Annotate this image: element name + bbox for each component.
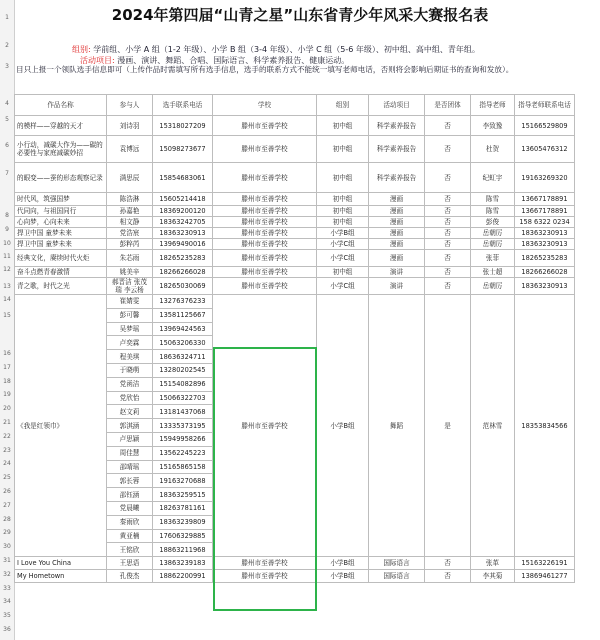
cell-phone[interactable]: 13969424563 [153,322,213,336]
cell-team[interactable]: 否 [425,217,471,228]
cell-group[interactable]: 小学B组 [317,570,369,583]
header-school[interactable]: 学校 [213,95,317,116]
row-number[interactable]: 8 [5,212,9,219]
cell-participant[interactable]: 党晨曦 [107,501,153,515]
cell-activity[interactable]: 演讲 [369,278,425,295]
cell-teacher-phone[interactable]: 18265235283 [515,250,575,267]
cell-school[interactable]: 滕州市至善学校 [213,228,317,239]
row-number[interactable]: 23 [3,446,11,454]
row-number[interactable]: 6 [5,142,9,149]
cell-teacher-phone[interactable]: 18266266028 [515,267,575,278]
header-participant[interactable]: 参与人 [107,95,153,116]
cell-teacher[interactable]: 李致豫 [471,116,515,136]
cell-phone[interactable]: 18363239809 [153,515,213,529]
cell-teacher-phone[interactable]: 13869461277 [515,570,575,583]
row-number[interactable]: 15 [3,312,11,319]
cell-school[interactable]: 滕州市至善学校 [213,278,317,295]
cell-work[interactable]: 青之歌，时代之光 [15,278,107,295]
cell-work[interactable]: My Hometown [15,570,107,583]
cell-participant[interactable]: 程美琪 [107,350,153,364]
page-title: 2024年第四届“山青之星”山东省青少年风采大赛报名表 [111,6,489,24]
row-number[interactable]: 25 [3,474,11,482]
cell-school[interactable]: 滕州市至善学校 [213,193,317,206]
cell-school[interactable]: 滕州市至善学校 [213,136,317,163]
row-number[interactable]: 5 [5,116,9,123]
cell-participant[interactable]: 郭长蓉 [107,474,153,488]
cell-phone[interactable]: 18265235283 [153,250,213,267]
cell-participant[interactable]: 朱芯雨 [107,250,153,267]
cell-phone[interactable]: 13969490016 [153,239,213,250]
cell-phone[interactable]: 18863211968 [153,543,213,557]
cell-phone[interactable]: 15066322703 [153,391,213,405]
cell-participant[interactable]: 郝晋洁 张茂瑞 李云杨 [107,278,153,295]
cell-participant[interactable]: 赵文莉 [107,405,153,419]
cell-work[interactable]: I Love You China [15,557,107,570]
cell-school[interactable]: 滕州市至善学校 [213,250,317,267]
cell-participant[interactable]: 王铭欣 [107,543,153,557]
cell-team[interactable]: 否 [425,163,471,193]
cell-phone[interactable]: 15318027209 [153,116,213,136]
row-number[interactable]: 1 [5,14,9,21]
cell-activity[interactable]: 舞蹈 [369,295,425,557]
cell-team[interactable]: 否 [425,239,471,250]
header-teacher[interactable]: 指导老师 [471,95,515,116]
cell-participant[interactable]: 郭淇涵 [107,419,153,433]
table-row [15,295,575,309]
row-number[interactable]: 34 [3,598,11,606]
activity-label: 活动项目: [80,56,115,65]
cell-phone[interactable]: 18266266028 [153,267,213,278]
cell-participant[interactable]: 满思辰 [107,163,153,193]
table-row [15,206,575,217]
row-number[interactable]: 32 [3,570,11,578]
cell-team[interactable]: 否 [425,250,471,267]
group-label: 组别: [72,45,91,54]
row-number[interactable]: 20 [3,405,11,413]
cell-group[interactable]: 初中组 [317,206,369,217]
cell-activity[interactable]: 科学素养报告 [369,163,425,193]
table-row [15,193,575,206]
table-row [15,239,575,250]
cell-participant[interactable]: 于晓萌 [107,363,153,377]
row-number[interactable]: 16 [3,350,11,357]
row-number[interactable]: 10 [3,240,11,247]
cell-school[interactable]: 滕州市至善学校 [213,239,317,250]
cell-team[interactable]: 否 [425,570,471,583]
table-row [15,163,575,193]
header-teacher-phone[interactable]: 指导老师联系电话 [515,95,575,116]
cell-school[interactable]: 滕州市至善学校 [213,163,317,193]
cell-participant[interactable]: 刘诗羽 [107,116,153,136]
cell-teacher-phone[interactable]: 13605476312 [515,136,575,163]
cell-teacher-phone[interactable]: 18363230913 [515,239,575,250]
cell-team[interactable]: 否 [425,267,471,278]
cell-group[interactable]: 小学B组 [317,557,369,570]
cell-participant[interactable]: 陈浩淋 [107,193,153,206]
cell-group[interactable]: 小学B组 [317,295,369,557]
cell-teacher[interactable]: 陈雪 [471,193,515,206]
table-row [15,267,575,278]
cell-school[interactable]: 滕州市至善学校 [213,116,317,136]
cell-phone[interactable]: 13276376233 [153,295,213,309]
cell-work[interactable]: 心向梦，心向未来 [15,217,107,228]
note-text: 目只上报一个领队选手信息即可（上传作品时需填写所有选手信息，选手的联系方式不能统一填写老师电话，否则将会影响后期证书的查询和发放）。 [16,65,514,74]
row-number[interactable]: 3 [5,63,9,70]
cell-work[interactable]: 捍卫中国 童梦未来 [15,239,107,250]
cell-participant[interactable]: 秦雨欣 [107,515,153,529]
cell-teacher-phone[interactable]: 18363230913 [515,228,575,239]
cell-activity[interactable]: 漫画 [369,239,425,250]
cell-group[interactable]: 初中组 [317,217,369,228]
cell-team[interactable]: 否 [425,136,471,163]
cell-phone[interactable]: 18369200120 [153,206,213,217]
cell-teacher-phone[interactable]: 158 6322 0234 [515,217,575,228]
cell-participant[interactable]: 卢思颖 [107,432,153,446]
cell-phone[interactable]: 15098273677 [153,136,213,163]
cell-teacher[interactable]: 岳朝厉 [471,278,515,295]
cell-phone[interactable]: 18265030069 [153,278,213,295]
cell-group[interactable]: 小学C组 [317,278,369,295]
cell-participant[interactable]: 袁博远 [107,136,153,163]
table-row [15,250,575,267]
cell-work[interactable]: 捍卫中国 童梦未来 [15,228,107,239]
cell-participant[interactable]: 王思语 [107,557,153,570]
cell-work[interactable]: 的模样——穿越的天才 [15,116,107,136]
cell-work[interactable]: 小行动，减碳大作为——碳的必要性与家庭减碳妙招 [15,136,107,163]
cell-teacher[interactable]: 张士超 [471,267,515,278]
cell-phone[interactable]: 13335373195 [153,419,213,433]
cell-phone[interactable]: 19163270688 [153,474,213,488]
row-number[interactable]: 31 [3,557,11,564]
cell-participant[interactable]: 姚美辛 [107,267,153,278]
row-number[interactable]: 29 [3,529,11,537]
header-team[interactable]: 是否团体 [425,95,471,116]
row-number[interactable]: 13 [3,283,11,290]
cell-group[interactable]: 初中组 [317,136,369,163]
cell-participant[interactable]: 邵钰涵 [107,488,153,502]
row-number[interactable]: 12 [3,266,11,273]
cell-phone[interactable]: 18363259515 [153,488,213,502]
cell-team[interactable]: 否 [425,228,471,239]
row-number[interactable]: 33 [3,584,11,592]
row-number-column [0,0,15,640]
cell-participant[interactable]: 彭可馨 [107,308,153,322]
header-row [15,95,575,116]
cell-school[interactable]: 滕州市至善学校 [213,557,317,570]
cell-participant[interactable]: 孙嘉艳 [107,206,153,217]
row-number[interactable]: 7 [5,170,9,177]
cell-teacher[interactable]: 岳朝厉 [471,239,515,250]
cell-participant[interactable]: 党浩宸 [107,228,153,239]
cell-phone[interactable]: 18636324711 [153,350,213,364]
cell-team[interactable]: 否 [425,557,471,570]
cell-phone[interactable]: 18363242705 [153,217,213,228]
cell-activity[interactable]: 科学素养报告 [369,136,425,163]
cell-teacher[interactable]: 纪虹宇 [471,163,515,193]
cell-phone[interactable]: 13181437068 [153,405,213,419]
cell-phone[interactable]: 13562245223 [153,446,213,460]
row-number[interactable]: 19 [3,391,11,399]
cell-phone[interactable]: 18363230913 [153,228,213,239]
cell-participant[interactable]: 黄亚楠 [107,529,153,543]
cell-phone[interactable]: 18862200991 [153,570,213,583]
cell-teacher[interactable]: 杜贺 [471,136,515,163]
cell-school[interactable]: 滕州市至善学校 [213,295,317,557]
group-info [72,44,480,55]
cell-teacher[interactable]: 彭俊 [471,217,515,228]
cell-work[interactable]: 的眼变——蚕的形态观察记录 [15,163,107,193]
header-work[interactable]: 作品名称 [15,95,107,116]
cell-phone[interactable]: 13280202545 [153,363,213,377]
cell-participant[interactable]: 周佳慧 [107,446,153,460]
cell-phone[interactable]: 15605214418 [153,193,213,206]
cell-activity[interactable]: 漫画 [369,217,425,228]
cell-teacher-phone[interactable]: 15166529809 [515,116,575,136]
cell-team[interactable]: 否 [425,116,471,136]
cell-phone[interactable]: 15063206330 [153,336,213,350]
row-number[interactable]: 9 [5,226,9,233]
cell-school[interactable]: 滕州市至善学校 [213,267,317,278]
cell-group[interactable]: 小学C组 [317,239,369,250]
row-number[interactable]: 22 [3,432,11,440]
cell-team[interactable]: 是 [425,295,471,557]
row-number[interactable]: 35 [3,612,11,620]
cell-participant[interactable]: 彭粹芮 [107,239,153,250]
cell-phone[interactable]: 15949958266 [153,432,213,446]
cell-teacher[interactable]: 李其菊 [471,570,515,583]
cell-team[interactable]: 否 [425,278,471,295]
table-row [15,570,575,583]
cell-group[interactable]: 初中组 [317,116,369,136]
table-row [15,557,575,570]
row-number[interactable]: 30 [3,543,11,551]
cell-activity[interactable]: 国际语言 [369,557,425,570]
cell-work[interactable]: 时代风，筑强国梦 [15,193,107,206]
cell-activity[interactable]: 国际语言 [369,570,425,583]
cell-participant[interactable]: 党欣怡 [107,391,153,405]
cell-phone[interactable]: 15165865158 [153,460,213,474]
row-number[interactable]: 14 [3,296,11,303]
cell-school[interactable]: 滕州市至善学校 [213,217,317,228]
table-row [15,228,575,239]
cell-work[interactable]: 《我是红领巾》 [15,295,107,557]
cell-group[interactable]: 初中组 [317,163,369,193]
table-row [15,136,575,163]
cell-team[interactable]: 否 [425,206,471,217]
row-number[interactable]: 27 [3,501,11,509]
cell-phone[interactable]: 13581125667 [153,308,213,322]
cell-teacher-phone[interactable]: 13667178891 [515,193,575,206]
cell-work[interactable]: 代同向，与祖国同行 [15,206,107,217]
row-number[interactable]: 24 [3,460,11,468]
cell-team[interactable]: 否 [425,193,471,206]
table-row [15,278,575,295]
cell-participant[interactable]: 孔俊杰 [107,570,153,583]
table-row [15,116,575,136]
row-number[interactable]: 18 [3,377,11,385]
cell-group[interactable]: 初中组 [317,267,369,278]
cell-participant[interactable]: 邵晴瑶 [107,460,153,474]
row-number[interactable]: 17 [3,363,11,371]
cell-participant[interactable]: 崔婧雯 [107,295,153,309]
cell-activity[interactable]: 漫画 [369,228,425,239]
cell-teacher[interactable]: 张菲 [471,250,515,267]
table-row [15,217,575,228]
row-number[interactable]: 26 [3,488,11,495]
cell-work[interactable]: 经典文化，赓续时代火炬 [15,250,107,267]
cell-teacher[interactable]: 陈雪 [471,206,515,217]
row-number[interactable]: 36 [3,626,11,633]
header-activity[interactable]: 活动项目 [369,95,425,116]
cell-phone[interactable]: 15154082896 [153,377,213,391]
cell-participant[interactable]: 相文静 [107,217,153,228]
header-group[interactable]: 组别 [317,95,369,116]
cell-activity[interactable]: 漫画 [369,250,425,267]
cell-teacher-phone[interactable]: 19163269320 [515,163,575,193]
cell-teacher-phone[interactable]: 13667178891 [515,206,575,217]
cell-group[interactable]: 小学C组 [317,250,369,267]
cell-activity[interactable]: 演讲 [369,267,425,278]
row-number[interactable]: 2 [5,42,9,49]
row-number[interactable]: 28 [3,515,11,523]
row-number[interactable]: 4 [5,100,9,107]
row-number[interactable]: 21 [3,419,11,426]
cell-phone[interactable]: 17606329885 [153,529,213,543]
group-text: 学前组、小学 A 组（1-2 年级）、小学 B 组（3-4 年级）、小学 C 组（5-6 年级）、初中组、高中组、青年组。 [93,45,480,54]
cell-school[interactable]: 滕州市至善学校 [213,570,317,583]
cell-group[interactable]: 小学B组 [317,228,369,239]
cell-school[interactable]: 滕州市至善学校 [213,206,317,217]
row-number[interactable]: 11 [3,253,11,260]
cell-teacher-phone[interactable]: 15163226191 [515,557,575,570]
cell-work[interactable]: 奋斗点燃青春激情 [15,267,107,278]
cell-teacher[interactable]: 范林雪 [471,295,515,557]
activity-text: 漫画、演讲、舞蹈、合唱、国际语言、科学素养报告、健康运动。 [117,56,350,65]
header-phone[interactable]: 选手联系电话 [153,95,213,116]
cell-participant[interactable]: 党函洁 [107,377,153,391]
cell-activity[interactable]: 科学素养报告 [369,116,425,136]
cell-teacher-phone[interactable]: 18353834566 [515,295,575,557]
cell-phone[interactable]: 18263781161 [153,501,213,515]
cell-teacher-phone[interactable]: 18363230913 [515,278,575,295]
cell-activity[interactable]: 漫画 [369,206,425,217]
cell-phone[interactable]: 13863239183 [153,557,213,570]
cell-phone[interactable]: 15854683061 [153,163,213,193]
cell-activity[interactable]: 漫画 [369,193,425,206]
cell-teacher[interactable]: 张革 [471,557,515,570]
cell-participant[interactable]: 吴梦瑶 [107,322,153,336]
cell-group[interactable]: 初中组 [317,193,369,206]
cell-participant[interactable]: 卢奕霖 [107,336,153,350]
cell-teacher[interactable]: 岳朝厉 [471,228,515,239]
registration-table [14,94,575,583]
